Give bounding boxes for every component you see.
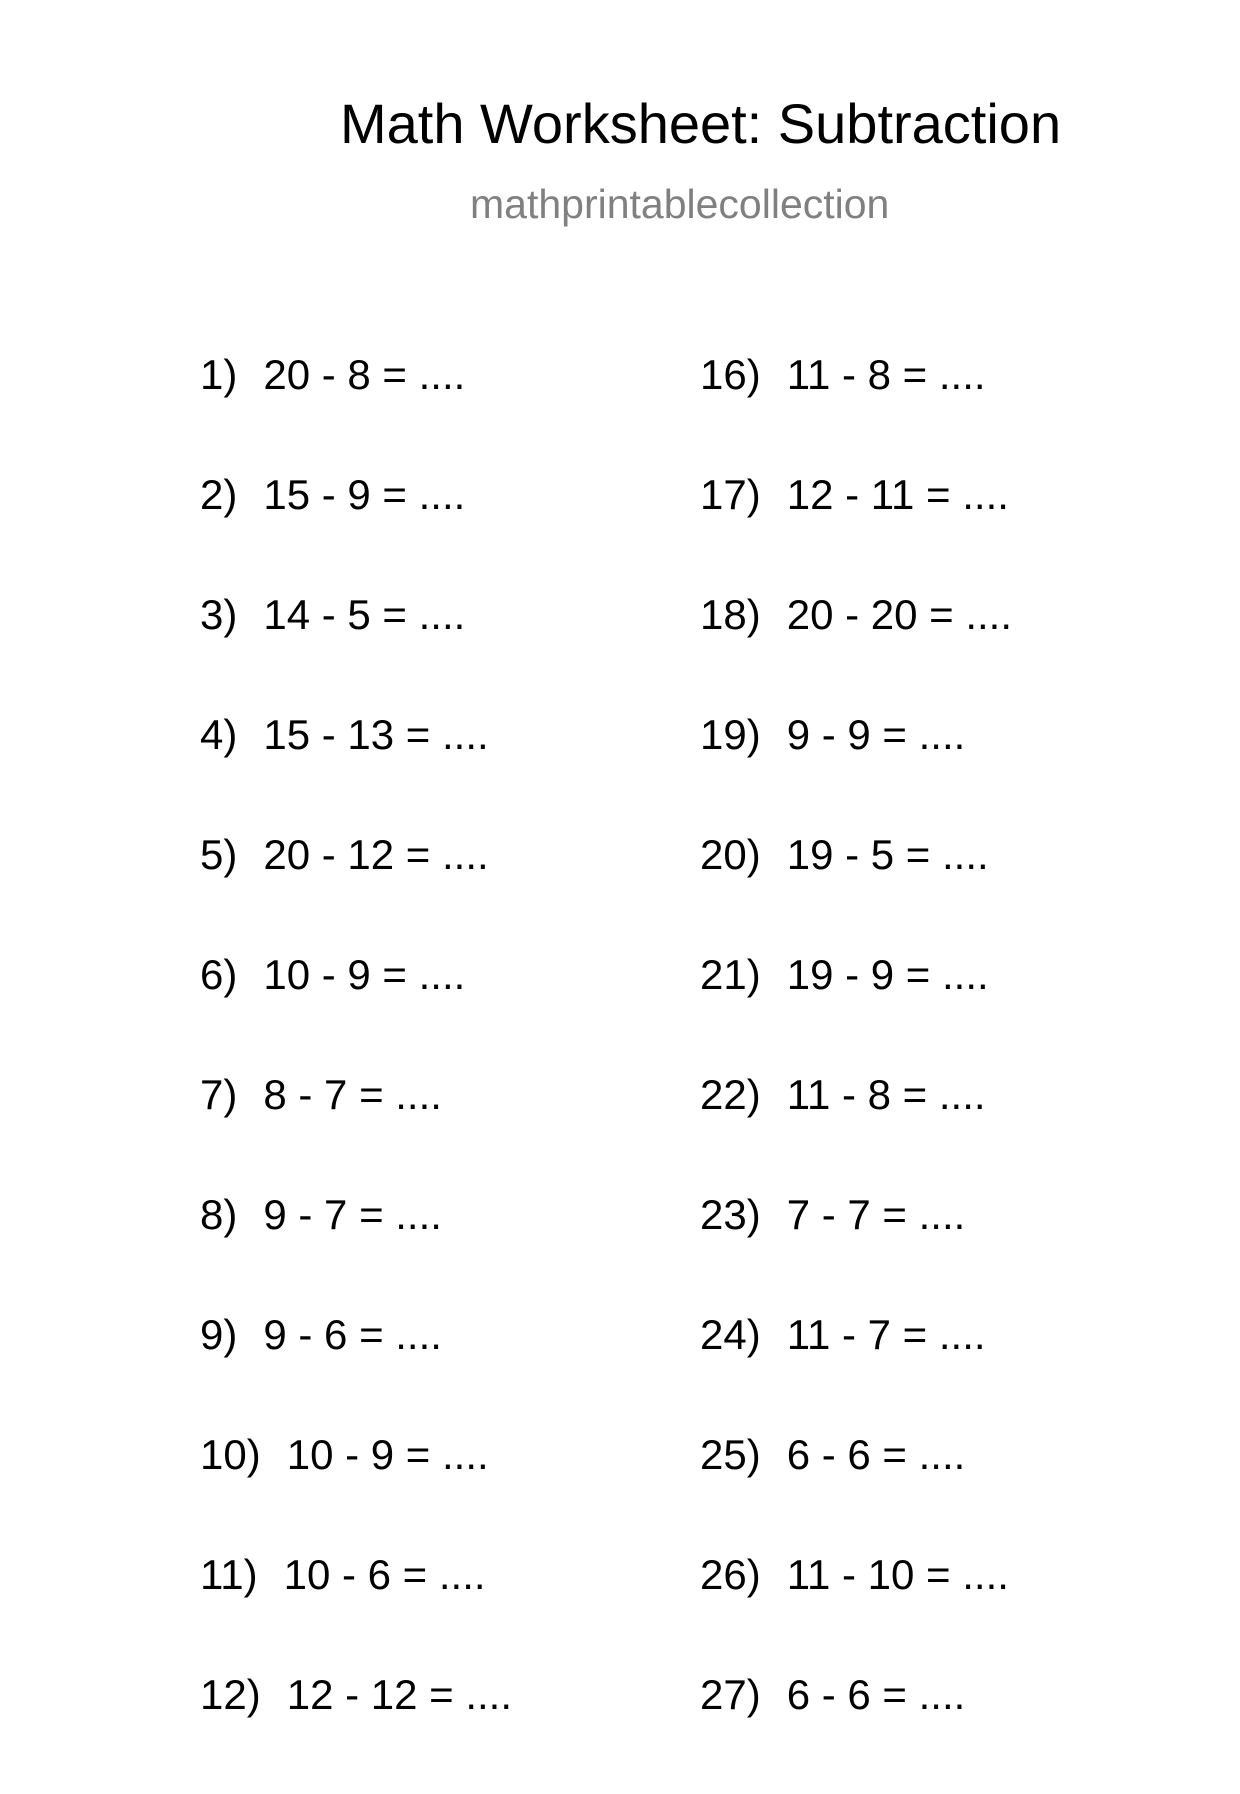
- problem-expression: 6 - 6 = ....: [786, 1431, 966, 1478]
- problem-item: [200, 1071, 512, 1194]
- problem-item: [200, 1551, 512, 1674]
- problem-expression: 6 - 6 = ....: [786, 1671, 966, 1718]
- problem-expression: 11 - 10 = ....: [786, 1551, 1009, 1598]
- problem-number: 3 ): [200, 594, 237, 636]
- problem-column-left: [200, 351, 513, 1794]
- problem-item: [700, 1551, 1012, 1674]
- problem-item: [700, 711, 1012, 834]
- problem-item: [700, 951, 1012, 1074]
- problem-item: [700, 1191, 1012, 1314]
- problem-expression: 9 - 6 = ....: [263, 1311, 442, 1358]
- problem-expression: 11 - 8 = ....: [786, 1071, 986, 1118]
- problem-item: [200, 711, 512, 834]
- problem-number: 12 ): [200, 1674, 261, 1716]
- problem-number: 16 ): [700, 354, 761, 396]
- problem-number: 22 ): [700, 1074, 761, 1116]
- problem-item: [700, 1431, 1012, 1554]
- problem-item: [200, 351, 512, 474]
- worksheet-title: Math Worksheet: Subtraction: [340, 92, 1062, 155]
- problem-number: 11 ): [200, 1554, 258, 1596]
- problem-expression: 10 - 6 = ....: [283, 1551, 486, 1598]
- problem-number: 25 ): [700, 1434, 761, 1476]
- problem-item: [200, 951, 512, 1074]
- problem-column-right: [700, 351, 1013, 1794]
- problem-item: [700, 591, 1013, 714]
- problem-item: [700, 471, 1012, 594]
- worksheet-subtitle: mathprintablecollection: [470, 181, 890, 227]
- problem-number: 4 ): [200, 714, 237, 756]
- problem-expression: 12 - 12 = ....: [286, 1671, 513, 1718]
- problem-item: [200, 471, 512, 594]
- problem-expression: 12 - 11 = ....: [786, 471, 1009, 518]
- problem-number: 26 ): [700, 1554, 761, 1596]
- problem-item: [700, 351, 1012, 474]
- problem-expression: 10 - 9 = ....: [286, 1431, 489, 1478]
- problem-expression: 20 - 20 = ....: [786, 591, 1013, 638]
- problem-number: 2 ): [200, 474, 237, 516]
- problem-item: [200, 1671, 513, 1794]
- problem-number: 1 ): [200, 354, 237, 396]
- problem-expression: 9 - 7 = ....: [263, 1191, 442, 1238]
- problem-item: [200, 831, 512, 954]
- problem-expression: 11 - 7 = ....: [786, 1311, 986, 1358]
- problem-expression: 8 - 7 = ....: [263, 1071, 442, 1118]
- problem-item: [200, 1191, 512, 1314]
- problem-number: 10 ): [200, 1434, 261, 1476]
- problem-expression: 15 - 9 = ....: [263, 471, 466, 518]
- problem-expression: 14 - 5 = ....: [263, 591, 466, 638]
- problem-number: 24 ): [700, 1314, 761, 1356]
- problem-number: 27 ): [700, 1674, 761, 1716]
- problem-expression: 10 - 9 = ....: [263, 951, 466, 998]
- problem-expression: 7 - 7 = ....: [786, 1191, 966, 1238]
- problem-number: 9 ): [200, 1314, 237, 1356]
- problem-number: 18 ): [700, 594, 761, 636]
- problem-expression: 11 - 8 = ....: [786, 351, 986, 398]
- problem-number: 20 ): [700, 834, 761, 876]
- problem-expression: 19 - 9 = ....: [786, 951, 989, 998]
- problem-item: [200, 1431, 512, 1554]
- problem-expression: 15 - 13 = ....: [263, 711, 489, 758]
- problem-number: 17 ): [700, 474, 761, 516]
- problem-expression: 9 - 9 = ....: [786, 711, 966, 758]
- problem-expression: 20 - 8 = ....: [263, 351, 466, 398]
- problem-item: [200, 591, 512, 714]
- problem-number: 8 ): [200, 1194, 237, 1236]
- problem-expression: 20 - 12 = ....: [263, 831, 489, 878]
- problem-item: [700, 1071, 1012, 1194]
- problem-number: 23 ): [700, 1194, 761, 1236]
- problem-item: [700, 1671, 1012, 1794]
- problem-item: [700, 831, 1012, 954]
- problem-number: 5 ): [200, 834, 237, 876]
- problem-item: [700, 1311, 1012, 1434]
- problem-item: [200, 1311, 512, 1434]
- problem-number: 7 ): [200, 1074, 237, 1116]
- problem-number: 21 ): [700, 954, 761, 996]
- problem-expression: 19 - 5 = ....: [786, 831, 989, 878]
- problem-number: 6 ): [200, 954, 237, 996]
- problem-number: 19 ): [700, 714, 761, 756]
